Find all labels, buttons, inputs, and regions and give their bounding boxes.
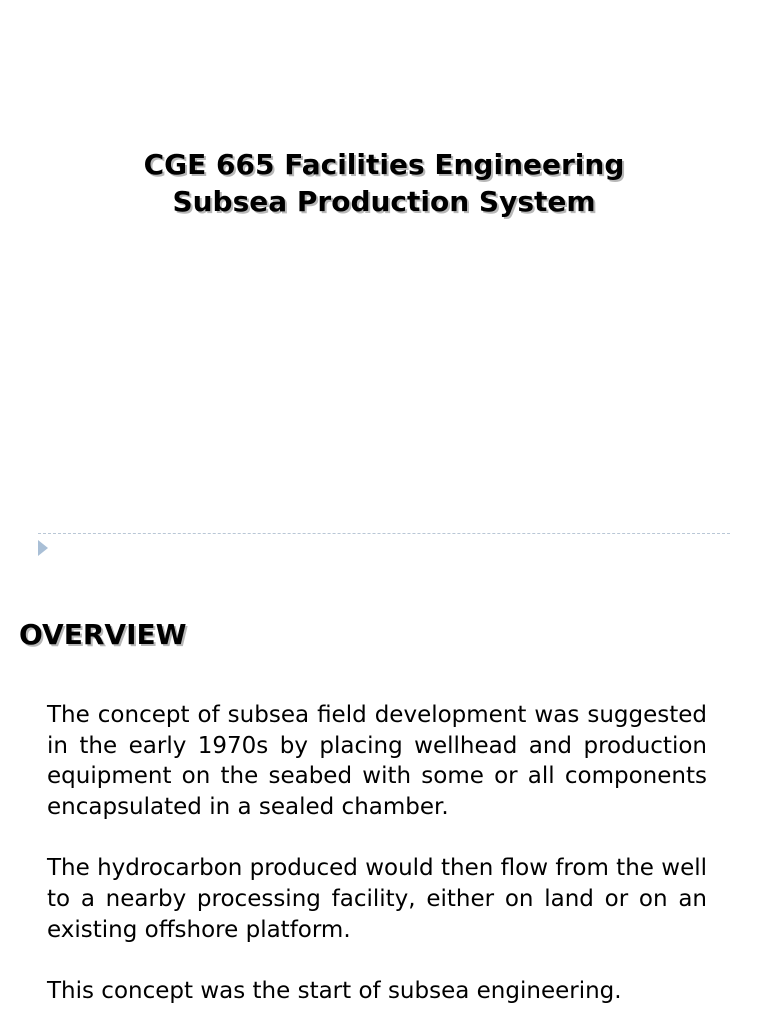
paragraph-3: This concept was the start of subsea engineering. bbox=[47, 978, 622, 1005]
triangle-right-icon bbox=[38, 540, 48, 556]
section-heading: OVERVIEW bbox=[19, 618, 187, 651]
paragraph-1: The concept of subsea field development was suggested in the early 1970s by placing wellhead and production equipment on the seabed with some or all components encapsulated in a sealed chamber. bbox=[47, 702, 707, 820]
slide-divider bbox=[38, 533, 730, 534]
overview-body bbox=[47, 700, 707, 1024]
slide-title-line-2: Subsea Production System bbox=[172, 185, 596, 218]
slide-title-line-1: CGE 665 Facilities Engineering bbox=[143, 148, 625, 181]
slide-title bbox=[0, 146, 768, 220]
paragraph-2: The hydrocarbon produced would then flow from the well to a nearby processing facility, either on land or on an existing offshore platform. bbox=[47, 855, 707, 943]
